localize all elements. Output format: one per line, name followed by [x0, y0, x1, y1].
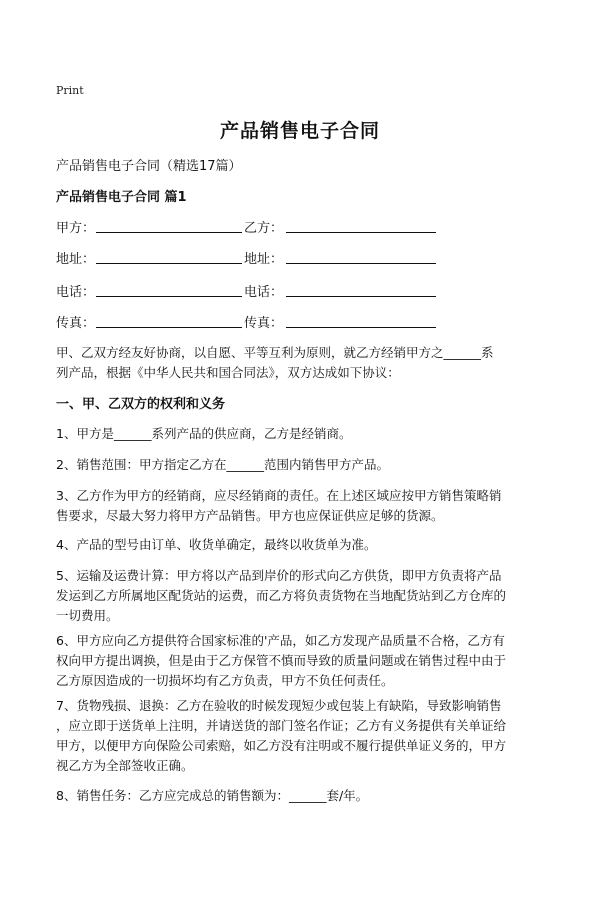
party-a-name-blank[interactable] [96, 232, 242, 233]
clause-5: 5、运输及运费计算：甲方将以产品到岸价的形式向乙方供货，即甲方负责将产品 发运到乙方所属地区配货站的运费，而乙方将负责货物在当地配货站到乙方仓库的 一切费用。 [56, 568, 507, 623]
party-b-address-label: 地址： [244, 252, 284, 267]
party-b-fax-blank[interactable] [286, 327, 436, 328]
clause-1: 1、甲方是______系列产品的供应商，乙方是经销商。 [56, 426, 352, 441]
party-a-name-label: 甲方： [56, 221, 96, 236]
party-a-phone-blank[interactable] [96, 296, 242, 297]
clause-6: 6、甲方应向乙方提供符合国家标准的'产品，如乙方发现产品质量不合格，乙方有 权向甲方提出调换，但是由于乙方保管不慎而导致的质量问题或在销售过程中由于 乙方原因造成的一切损坏均有乙方负责，甲方不负任何责任。 [56, 633, 507, 688]
party-a-fax-label: 传真： [56, 316, 96, 331]
clause-2: 2、销售范围：甲方指定乙方在______范围内销售甲方产品。 [56, 457, 389, 472]
party-a-address-blank[interactable] [96, 263, 242, 264]
print-label: Print [56, 84, 84, 97]
party-b-fax-label: 传真： [244, 316, 284, 331]
party-b-phone-label: 电话： [244, 285, 284, 300]
party-a-address-label: 地址： [56, 252, 96, 267]
party-b-name-blank[interactable] [286, 232, 436, 233]
clause-7: 7、货物残损、退换：乙方在验收的时候发现短少或包装上有缺陷，导致影响销售 ，应立即于送货单上注明，并请送货的部门签名作证；乙方有义务提供有关单证给 甲方，以便甲方向保险公司索赔，如乙方没有注明或不履行提供单证义务的，甲方 视乙方为全部签收正确。 [56, 698, 507, 773]
clause-3: 3、乙方作为甲方的经销商，应尽经销商的责任。在上述区域应按甲方销售策略销 售要求，尽最大努力将甲方产品销售。甲方也应保证供应足够的货源。 [56, 488, 502, 523]
clause-4: 4、产品的型号由订单、收货单确定，最终以收货单为准。 [56, 537, 377, 552]
intro-paragraph: 甲、乙双方经友好协商，以自愿、平等互利为原则，就乙方经销甲方之______系 列产品，根据《中华人民共和国合同法》，双方达成如下协议： [56, 345, 494, 380]
party-a-phone-label: 电话： [56, 285, 96, 300]
section-title: 产品销售电子合同 篇1 [56, 190, 187, 205]
document-title: 产品销售电子合同 [219, 120, 380, 142]
party-b-address-blank[interactable] [286, 263, 436, 264]
party-a-fax-blank[interactable] [96, 327, 242, 328]
document-subtitle: 产品销售电子合同（精选17篇） [56, 159, 242, 174]
party-b-name-label: 乙方： [244, 221, 284, 236]
chapter-title: 一、甲、乙双方的权利和义务 [56, 397, 226, 412]
clause-8: 8、销售任务：乙方应完成总的销售额为：______套/年。 [56, 788, 369, 803]
party-b-phone-blank[interactable] [286, 296, 436, 297]
